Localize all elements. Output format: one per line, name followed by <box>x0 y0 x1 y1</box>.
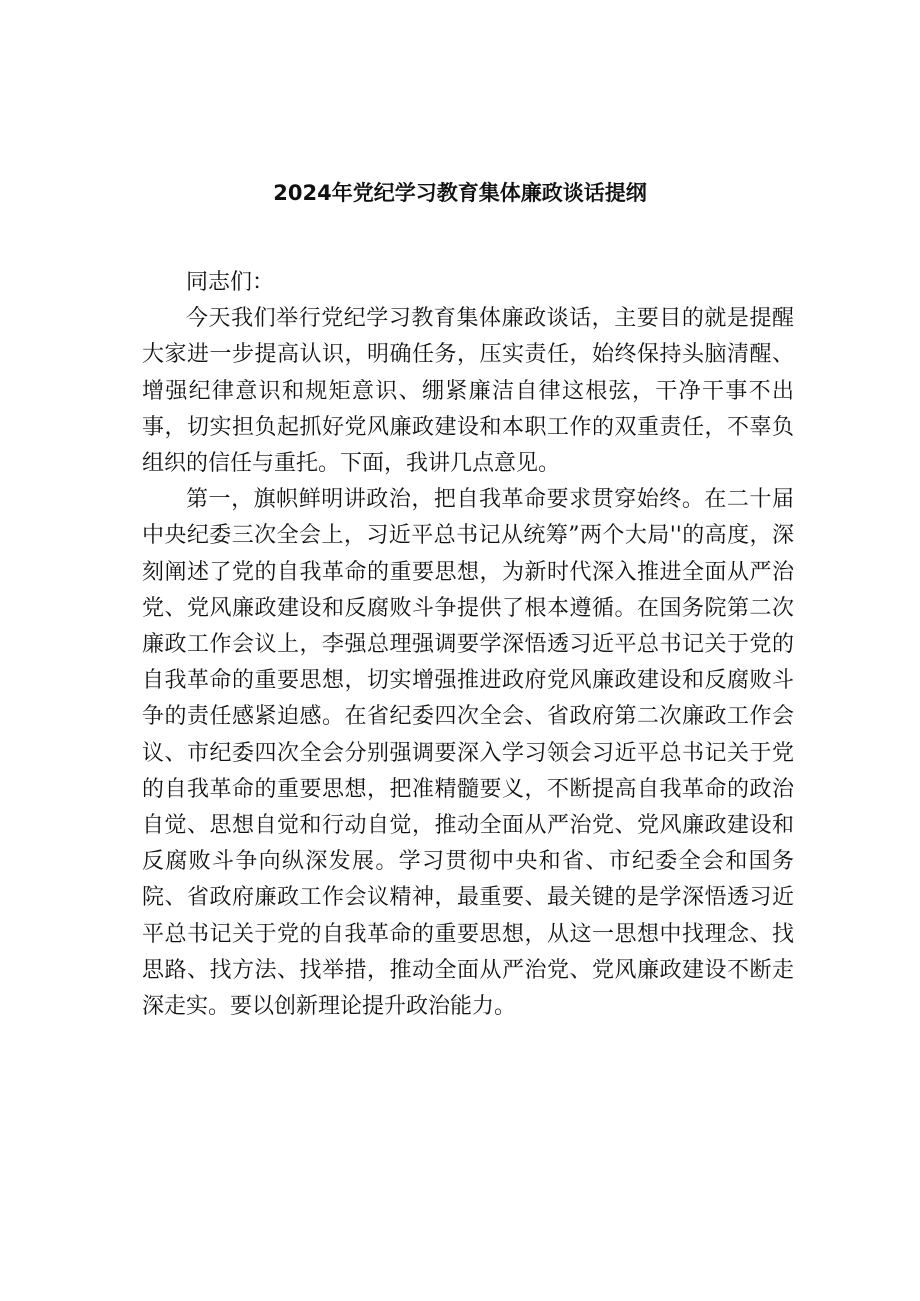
document-body <box>142 265 794 1025</box>
paragraph-first-point: 第一，旗帜鲜明讲政治，把自我革命要求贯穿始终。在二十届中央纪委三次全会上，习近平总书记从统筹”两个大局''的高度，深刻阐述了党的自我革命的重要思想，为新时代深入推进全面从严治党、党风廉政建设和反腐败斗争提供了根本遵循。在国务院第二次廉政工作会议上，李强总理强调要学深悟透习近平总书记关于党的自我革命的重要思想，切实增强推进政府党风廉政建设和反腐败斗争的责任感紧迫感。在省纪委四次全会、省政府第二次廉政工作会议、市纪委四次全会分别强调要深入学习领会习近平总书记关于党的自我革命的重要思想，把准精髓要义，不断提高自我革命的政治自觉、思想自觉和行动自觉，推动全面从严治党、党风廉政建设和反腐败斗争向纵深发展。学习贯彻中央和省、市纪委全会和国务院、省政府廉政工作会议精神，最重要、最关键的是学深悟透习近平总书记关于党的自我革命的重要思想，从这一思想中找理念、找思路、找方法、找举措，推动全面从严治党、党风廉政建设不断走深走实。要以创新理论提升政治能力。 <box>142 487 794 1020</box>
paragraph-intro: 今天我们举行党纪学习教育集体廉政谈话，主要目的就是提醒大家进一步提高认识，明确任务，压实责任，始终保持头脑清醒、增强纪律意识和规矩意识、绷紧廉洁自律这根弦，干净干事不出事，切实担负起抓好党风廉政建设和本职工作的双重责任，不辜负组织的信任与重托。下面，我讲几点意见。 <box>142 306 794 477</box>
document-title: 2024年党纪学习教育集体廉政谈话提纲 <box>273 181 647 205</box>
salutation: 同志们： <box>186 270 275 295</box>
